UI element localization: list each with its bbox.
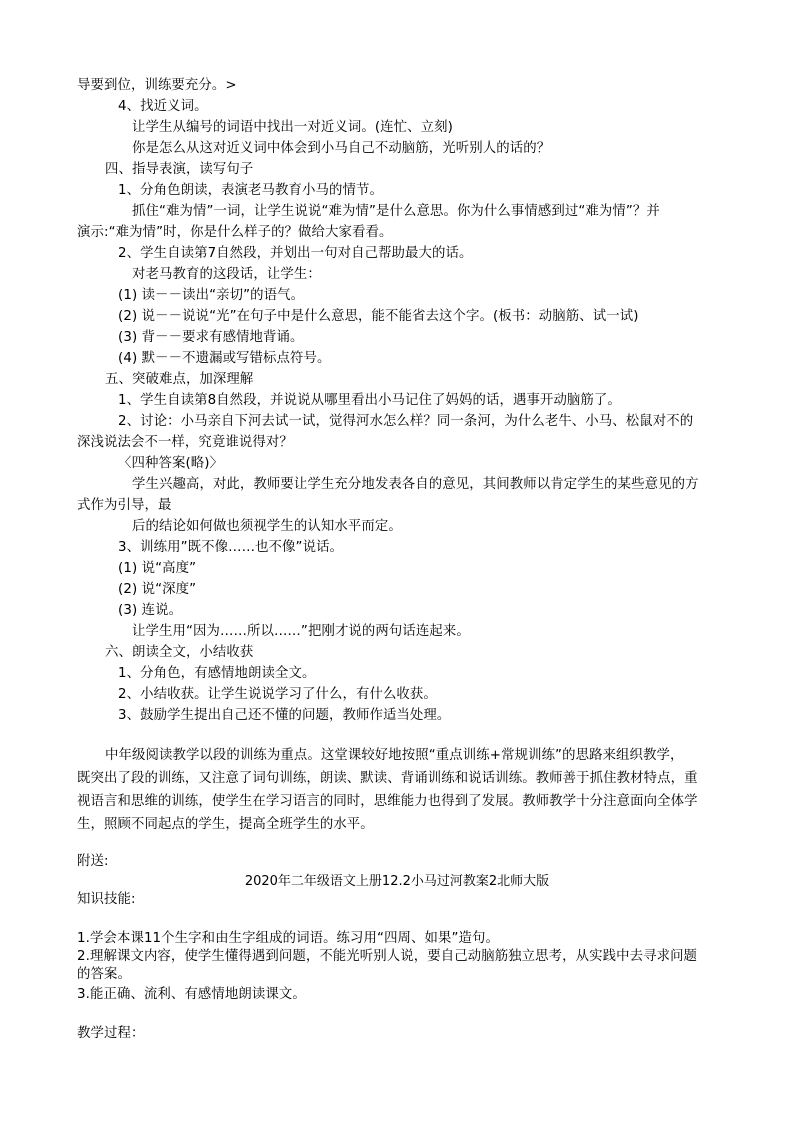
appendix-item: 1.学会本课11个生字和由生字组成的词语。练习用“四周、如果”造句。 [77,931,500,946]
appendix-item: 的答案。 [77,967,131,982]
text-line: (2) 说“深度” [118,582,197,597]
text-line: 2、小结收获。让学生说说学习了什么，有什么收获。 [118,687,437,702]
text-line: 1、分角色，有感情地朗读全文。 [118,666,316,681]
text-line: 2、学生自读第7自然段，并划出一句对自己帮助最大的话。 [118,246,473,261]
text-line: 1、分角色朗读，表演老马教育小马的情节。 [118,183,383,198]
text-line: (2) 说－－说说“光”在句子中是什么意思，能不能省去这个字。(板书：动脑筋、试一试) [118,309,639,324]
text-line: 让学生从编号的词语中找出一对近义词。(连忙、立刻) [132,120,453,135]
text-line: (3) 连说。 [118,603,183,618]
text-line: (3) 背－－要求有感情地背诵。 [118,330,304,345]
comment-line: 中年级阅读教学以段的训练为重点。这堂课较好地按照“重点训练+常规训练”的思路来组织教学， [105,748,684,763]
appendix-title: 2020年二年级语文上册12.2小马过河教案2北师大版 [244,874,550,889]
comment-line: 既突出了段的训练，又注意了词句训练，朗读、默读、背诵训练和说话训练。教师善于抓住教材特点，重 [77,771,698,786]
section-heading: 四、指导表演，读写句子 [105,162,254,177]
text-line: 学生兴趣高，对此，教师要让学生充分地发表各自的意见，其间教师以肯定学生的某些意见的方 [132,477,699,492]
text-line: 式作为引导，最 [77,498,172,513]
text-line: 4、找近义词。 [118,99,208,114]
text-line: 演示:“难为情”时，你是什么样子的？做给大家看看。 [77,225,393,240]
text-line: 导要到位，训练要充分。> [77,78,237,93]
comment-line: 生，照顾不同起点的学生，提高全班学生的水平。 [77,817,374,832]
section-heading: 六、朗读全文，小结收获 [105,645,254,660]
text-line: 2、讨论：小马亲自下河去试一试，觉得河水怎么样？同一条河，为什么老牛、小马、松鼠对不的 [118,414,694,429]
text-line: 后的结论如何做也须视学生的认知水平而定。 [132,519,402,534]
text-line: 对老马教育的这段话，让学生： [132,267,321,282]
text-line: 3、鼓励学生提出自己还不懂的问题，教师作适当处理。 [118,708,451,723]
section-heading: 五、突破难点，加深理解 [105,372,254,387]
text-line: 1、学生自读第8自然段，并说说从哪里看出小马记住了妈妈的话，遇事开动脑筋了。 [118,393,621,408]
text-line: 3、训练用”既不像……也不像”说话。 [118,540,344,555]
text-line: (1) 说“高度” [118,561,197,576]
appendix-process-heading: 教学过程： [77,1026,145,1041]
comment-line: 视语言和思维的训练，使学生在学习语言的同时，思维能力也得到了发展。教师教学十分注意面向全体学 [77,794,698,809]
text-line: 抓住“难为情”一词，让学生说说“难为情”是什么意思。你为什么事情感到过“难为情”？并 [132,204,660,219]
text-line: 深浅说法会不一样，究竟谁说得对？ [77,435,293,450]
text-line: 让学生用“因为……所以……”把刚才说的两句话连起来。 [132,624,470,639]
text-line: 你是怎么从这对近义词中体会到小马自己不动脑筋，光听别人的话的？ [132,141,551,156]
text-line: (4) 默－－不遗漏或写错标点符号。 [118,351,331,366]
text-line: (1) 读－－读出“亲切”的语气。 [118,288,305,303]
text-line: 〈四种答案(略)〉 [118,456,224,471]
appendix-item: 2.理解课文内容，使学生懂得遇到问题，不能光听别人说，要自己动脑筋独立思考，从实践中去寻求问题 [77,949,698,964]
appendix-label: 附送: [77,854,109,869]
appendix-item: 3.能正确、流利、有感情地朗读课文。 [77,987,306,1002]
appendix-section-heading: 知识技能: [77,892,136,907]
